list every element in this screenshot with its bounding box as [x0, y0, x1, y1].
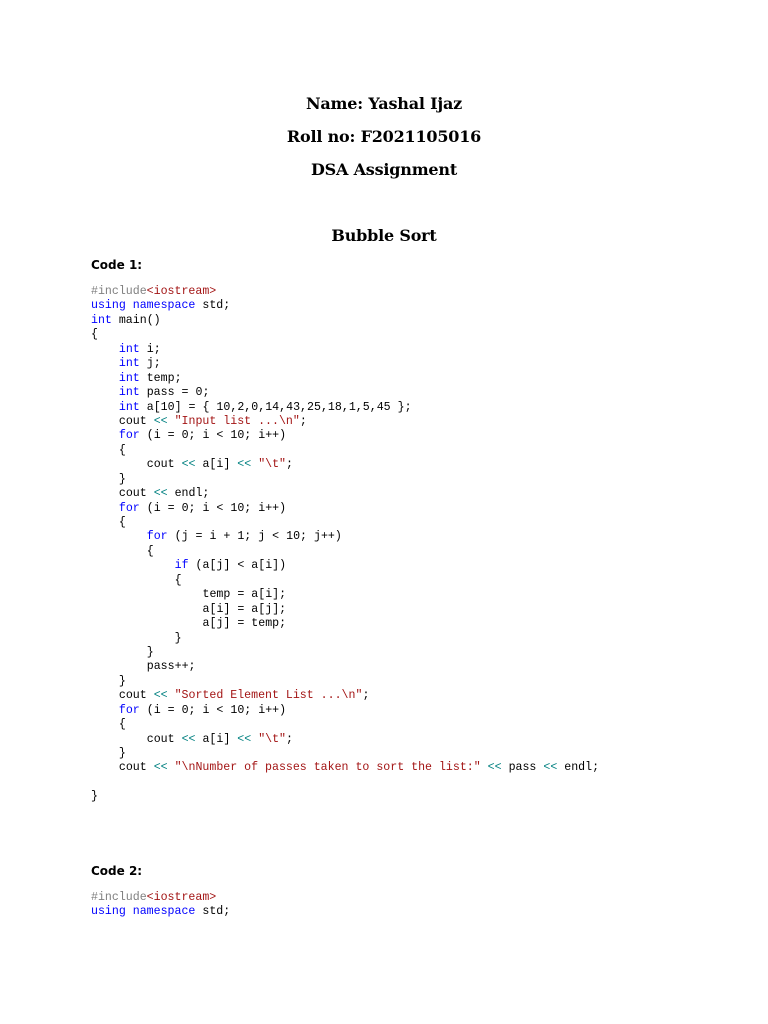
- code1-line: int pass = 0;: [118, 386, 210, 400]
- code1-line: for (i = 0; i < 10; i++): [118, 429, 287, 443]
- code1-line: }: [118, 472, 126, 486]
- code1-line: temp = a[i];: [202, 588, 287, 602]
- code2-block: [91, 891, 230, 920]
- assignment-title: DSA Assignment: [310, 160, 458, 179]
- code1-line: cout << a[i] << "\t";: [146, 732, 293, 746]
- code1-line: pass++;: [146, 660, 196, 674]
- code1-line: }: [118, 674, 126, 688]
- code1-line: }: [146, 645, 154, 659]
- code1-line: }: [118, 747, 126, 760]
- code1-line: {: [146, 544, 154, 558]
- code1-line: cout << "Sorted Element List ...\n";: [118, 689, 370, 703]
- code1-line: int a[10] = { 10,2,0,14,43,25,18,1,5,45 };: [118, 400, 412, 414]
- code1-line: int i;: [118, 342, 161, 356]
- code1-line: a[i] = a[j];: [202, 602, 287, 616]
- code1-line: cout << "\nNumber of passes taken to sort the list:" << pass << endl;: [118, 761, 600, 775]
- code1-line: cout << a[i] << "\t";: [146, 458, 293, 472]
- code1-line: }: [91, 790, 98, 804]
- code1-line: cout << "Input list ...\n";: [118, 414, 307, 428]
- roll-number: Roll no: F2021105016: [286, 127, 482, 146]
- code1-line: int temp;: [118, 371, 182, 385]
- code1-line: #include<iostream>: [91, 285, 217, 298]
- code1-line: {: [118, 516, 126, 529]
- code1-line: [91, 776, 599, 790]
- code1-line: int main(): [91, 313, 161, 327]
- student-name: Name: Yashal Ijaz: [305, 94, 463, 113]
- code1-line: {: [91, 328, 98, 342]
- code1-line: int j;: [118, 357, 161, 371]
- code1-line: cout << endl;: [118, 487, 210, 501]
- code1-line: for (i = 0; i < 10; i++): [118, 501, 287, 515]
- code1-line: {: [174, 573, 182, 587]
- code1-line: a[j] = temp;: [202, 617, 287, 631]
- code2-label: Code 2:: [91, 864, 143, 878]
- code1-line: if (a[j] < a[i]): [174, 559, 287, 573]
- code1-line: {: [118, 718, 126, 732]
- code2-line: using namespace std;: [91, 905, 231, 919]
- code1-line: using namespace std;: [91, 299, 231, 313]
- code1-line: {: [118, 443, 126, 457]
- code1-line: for (j = i + 1; j < 10; j++): [146, 530, 342, 544]
- code2-line: #include<iostream>: [91, 891, 217, 904]
- code1-block: [91, 285, 599, 805]
- code1-line: }: [174, 631, 182, 645]
- code1-line: for (i = 0; i < 10; i++): [118, 703, 287, 717]
- code1-label: Code 1:: [91, 258, 143, 272]
- topic-heading: Bubble Sort: [331, 226, 437, 245]
